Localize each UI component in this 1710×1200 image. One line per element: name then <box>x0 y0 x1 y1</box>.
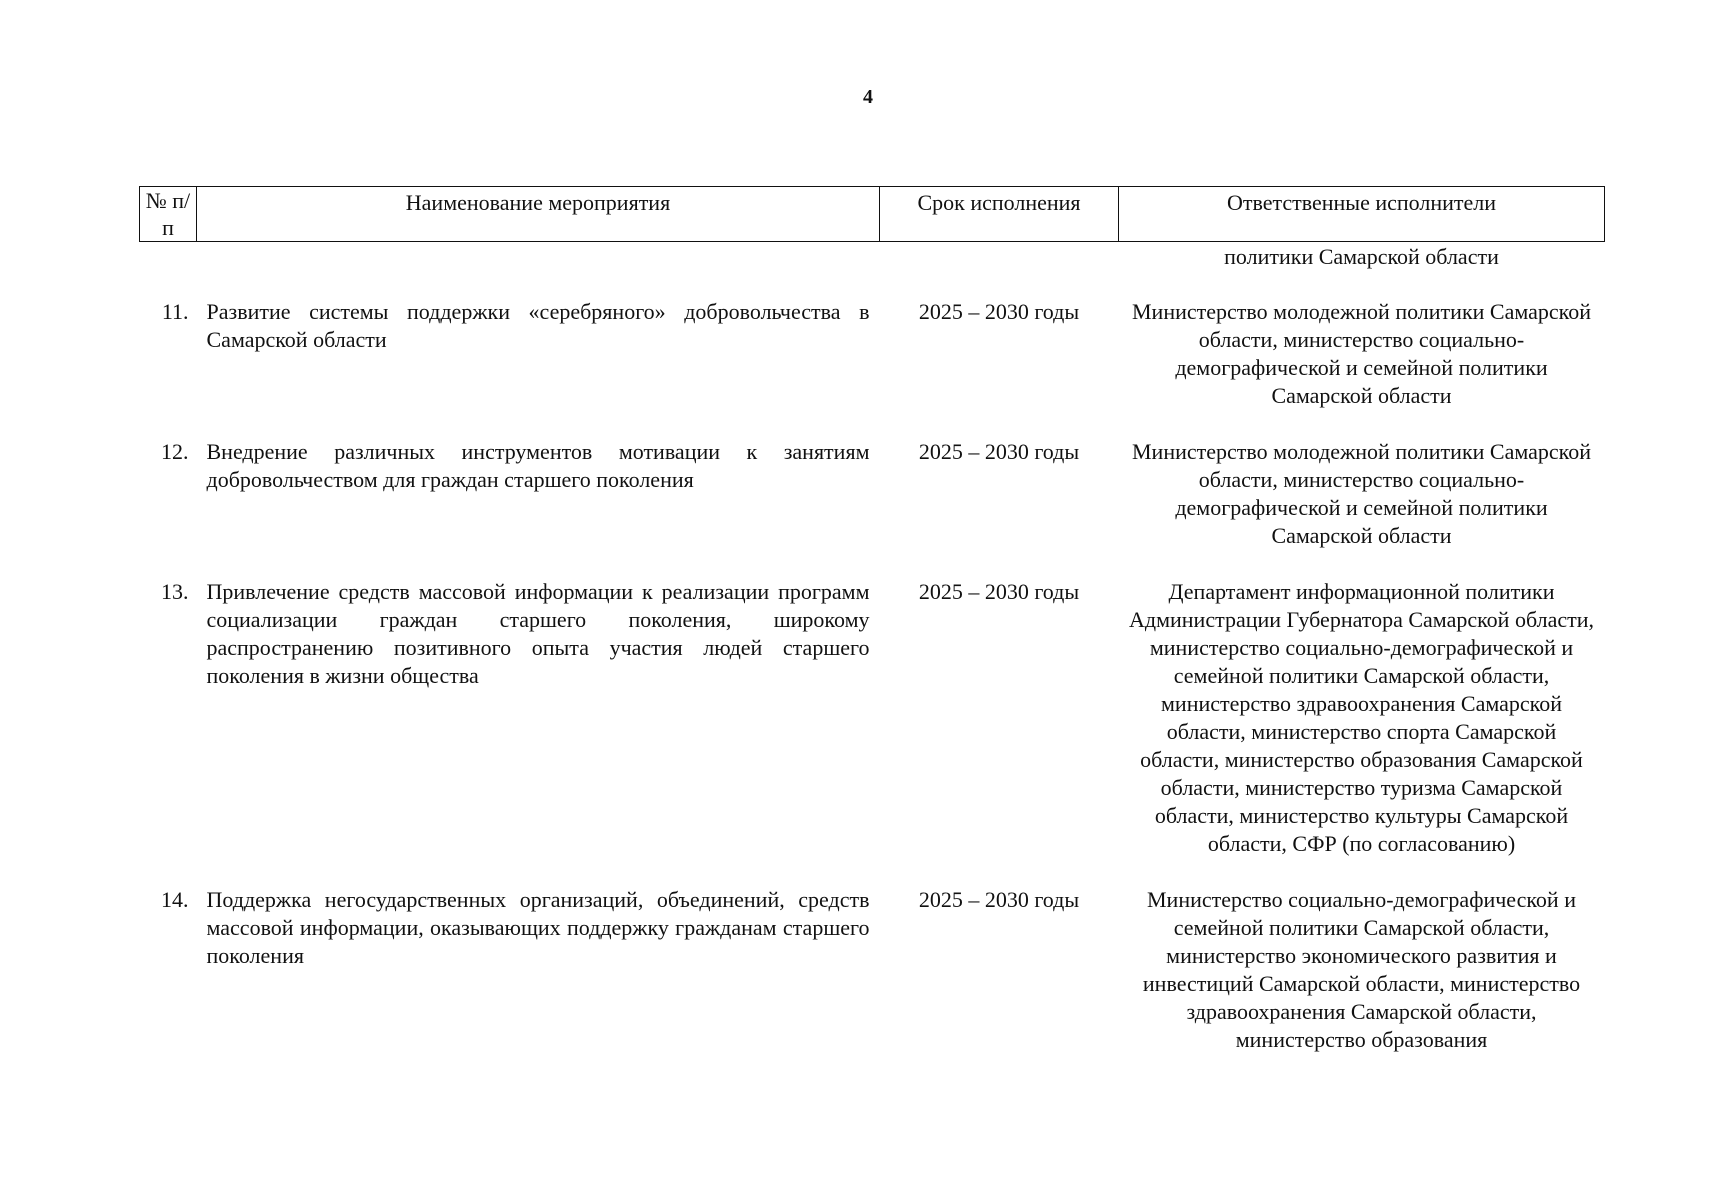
row-responsible: Министерство молодежной политики Самарской области, министерство социально-демографической и семейной политики Самарской области <box>1132 299 1591 408</box>
row-name: Внедрение различных инструментов мотивации к занятиям добровольчеством для граждан старшего поколения <box>206 439 870 492</box>
row-num: 11. <box>161 299 189 324</box>
table-row <box>140 886 1605 1082</box>
table-row <box>140 298 1605 438</box>
header-num: № п/п <box>140 187 197 242</box>
row-num: 12. <box>161 439 189 464</box>
table-row <box>140 438 1605 578</box>
row-responsible: Департамент информационной политики Администрации Губернатора Самарской области, министерство социально-демографической и семейной политики Самарской области, министерство здравоохранения Самарской области, министерство спорта Самарской области, министерство образования Самарской области, министерство туризма Самарской области, министерство культуры Самарской области, СФР (по согласованию) <box>1129 579 1594 856</box>
row-name: Привлечение средств массовой информации к реализации программ социализации граждан старшего поколения, широкому распространению позитивного опыта участия людей старшего поколения в жизни общества <box>206 579 870 688</box>
table-row-continuation <box>140 242 1605 299</box>
row-term: 2025 – 2030 годы <box>918 579 1080 604</box>
row-term: 2025 – 2030 годы <box>918 439 1080 464</box>
header-responsible: Ответственные исполнители <box>1119 187 1605 242</box>
row-num: 13. <box>161 579 189 604</box>
header-term: Срок исполнения <box>880 187 1119 242</box>
continuation-num <box>140 242 197 299</box>
measures-table <box>139 186 1605 1082</box>
row-responsible: Министерство молодежной политики Самарской области, министерство социально-демографической и семейной политики Самарской области <box>1132 439 1591 548</box>
row-num: 14. <box>161 887 189 912</box>
continuation-name <box>197 242 880 299</box>
continuation-responsible: политики Самарской области <box>1224 244 1499 269</box>
row-responsible: Министерство социально-демографической и семейной политики Самарской области, министерство экономического развития и инвестиций Самарской области, министерство здравоохранения Самарской области, министерство образования <box>1142 887 1581 1052</box>
row-term: 2025 – 2030 годы <box>918 887 1080 912</box>
row-term: 2025 – 2030 годы <box>918 299 1080 324</box>
header-name: Наименование мероприятия <box>197 187 880 242</box>
page-number: 4 <box>863 86 873 108</box>
table-row <box>140 578 1605 886</box>
table-header-row <box>140 187 1605 242</box>
continuation-term <box>880 242 1119 299</box>
row-name: Развитие системы поддержки «серебряного» добровольчества в Самарской области <box>206 299 870 352</box>
row-name: Поддержка негосударственных организаций, объединений, средств массовой информации, оказывающих поддержку гражданам старшего поколения <box>206 887 870 968</box>
